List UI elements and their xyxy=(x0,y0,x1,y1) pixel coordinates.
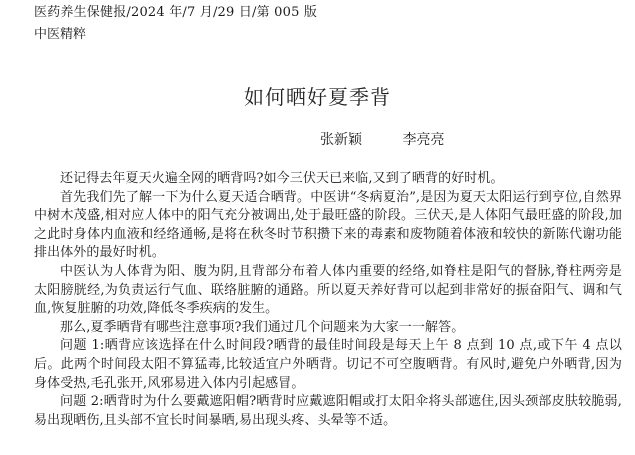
author-name: 张新颖 xyxy=(320,132,362,148)
publication-source: 医药养生保健报/2024 年/7 月/29 日/第 005 版 xyxy=(34,5,318,20)
article-authors xyxy=(320,131,466,149)
body-paragraph: 问题 2:晒背时为什么要戴遮阳帽?晒背时应戴遮阳帽或打太阳伞将头部遮住,因头颈部皮肤较脆弱,易出现晒伤,且头部不宜长时间暴晒,易出现头疼、头晕等不适。 xyxy=(34,394,622,428)
author-name: 李亮亮 xyxy=(402,132,445,148)
body-paragraph: 问题 1:晒背应该选择在什么时间段?晒背的最佳时间段是每天上午 8 点到 10 点,或下午 4 点以后。此两个时间段太阳不算猛毒,比较适宜户外晒背。切记不可空腹晒背。有风时,避免户外晒背,因为身体受热,毛孔张开,风邪易进入体内引起感冒。 xyxy=(34,338,622,391)
article-body xyxy=(34,170,622,430)
body-paragraph: 首先我们先了解一下为什么夏天适合晒背。中医讲“冬病夏治”,是因为夏天太阳运行到亨位,自然界中树木茂盛,相对应人体中的阳气充分被调出,处于最旺盛的阶段。三伏天,是人体阳气最旺盛的阶段,加之此时身体内血液和经络通畅,是将在秋冬时节积攒下来的毒素和废物随着体液和较快的新陈代谢功能排出体外的最好时机。 xyxy=(34,189,622,261)
body-paragraph: 那么,夏季晒背有哪些注意事项?我们通过几个问题来为大家一一解答。 xyxy=(60,319,465,335)
body-paragraph: 中医认为人体背为阳、腹为阴,且背部分布着人体内重要的经络,如脊柱是阳气的督脉,脊柱两旁是太阳膀胱经,为负责运行气血、联络脏腑的通路。所以夏天养好背可以起到非常好的振奋阳气、调和气血,恢复脏腑的功效,降低冬季疾病的发生。 xyxy=(34,263,622,317)
body-paragraph: 还记得去年夏天火遍全网的晒背吗?如今三伏天已来临,又到了晒背的好时机。 xyxy=(60,171,504,186)
column-name: 中医精粹 xyxy=(34,27,87,42)
article-title: 如何晒好夏季背 xyxy=(244,85,391,109)
